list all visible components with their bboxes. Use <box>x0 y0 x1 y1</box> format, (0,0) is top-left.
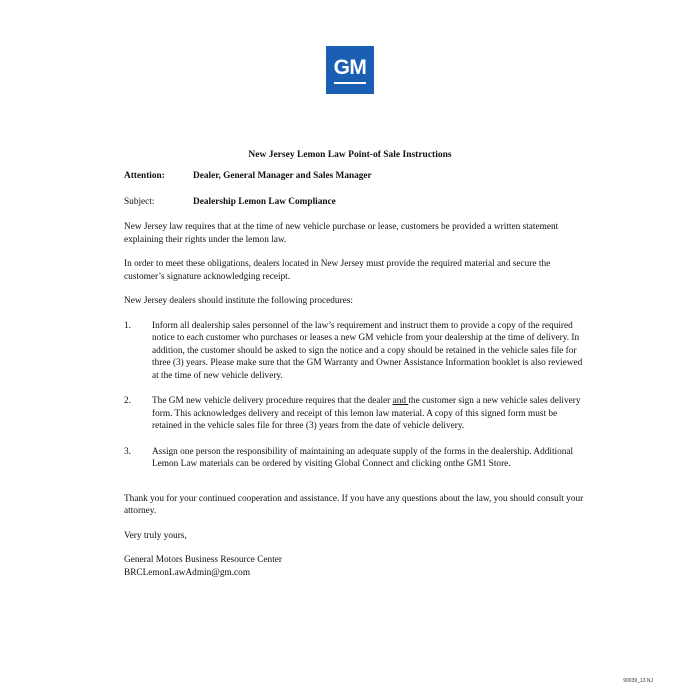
list-item-text: Assign one person the responsibility of maintaining an adequate supply of the forms in the dealership. Additional Lemon Law materials can be ordered by visiting Global Connect and clicking onthe GM1 Store. <box>152 446 574 469</box>
list-item-text: Inform all dealership sales personnel of the law’s requirement and instruct them to provide a copy of the required notice to each customer who purchases or leases a new GM vehicle from your dealership at the time of delivery. In addition, the customer should be asked to sign the notice and a copy should be retained in the vehicle sales file for three (3) years. Please make sure that the GM Warranty and Owner Assistance Information booklet is also reviewed at the time of new vehicle delivery. <box>152 320 583 381</box>
paragraph-procedures-intro: New Jersey dealers should institute the following procedures: <box>124 296 354 306</box>
list-item-number: 1. <box>124 320 131 331</box>
gm-logo <box>326 46 374 94</box>
list-item-text <box>152 395 586 433</box>
signature-name: General Motors Business Resource Center <box>124 555 283 565</box>
list-item-text-end: the customer sign a new vehicle sales delivery form. This acknowledges delivery and receipt of this lemon law material. A copy of this signed form must be retained in the vehicle sales file for three (3) years from the date of vehicle delivery. <box>152 396 581 431</box>
paragraph-law-requirement: New Jersey law requires that at the time of new vehicle purchase or lease, customers be provided a written statement explaining their rights under the lemon law. <box>124 222 559 245</box>
subject-value: Dealership Lemon Law Compliance <box>193 196 336 207</box>
signature-email: BRCLemonLawAdmin@gm.com <box>124 567 251 578</box>
signoff: Very truly yours, <box>124 530 187 541</box>
list-item-number: 2. <box>124 396 131 406</box>
list-item-number: 3. <box>124 446 131 457</box>
footer-code: 90039_13 NJ <box>623 678 653 684</box>
paragraph-obligations: In order to meet these obligations, dealers located in New Jersey must provide the required material and secure the customer’s signature acknowledging receipt. <box>124 259 551 282</box>
subject-line <box>124 196 586 209</box>
list-item <box>124 446 586 471</box>
letter-body <box>124 170 586 579</box>
attention-line <box>124 170 586 183</box>
underlined-word: and <box>392 396 409 406</box>
attention-label: Attention: <box>124 171 165 181</box>
gm-logo-text: GM <box>334 57 367 84</box>
closing-paragraph: Thank you for your continued cooperation and assistance. If you have any questions about the law, you should consult your attorney. <box>124 493 584 516</box>
list-item-text-start: The GM new vehicle delivery procedure requires that the dealer <box>152 396 393 406</box>
signature-block <box>124 554 586 579</box>
list-item <box>124 320 586 383</box>
list-item <box>124 395 586 433</box>
subject-label: Subject: <box>124 196 155 207</box>
document-title: New Jersey Lemon Law Point-of Sale Instructions <box>248 150 452 160</box>
attention-value: Dealer, General Manager and Sales Manager <box>193 171 372 181</box>
procedures-list <box>124 320 586 471</box>
